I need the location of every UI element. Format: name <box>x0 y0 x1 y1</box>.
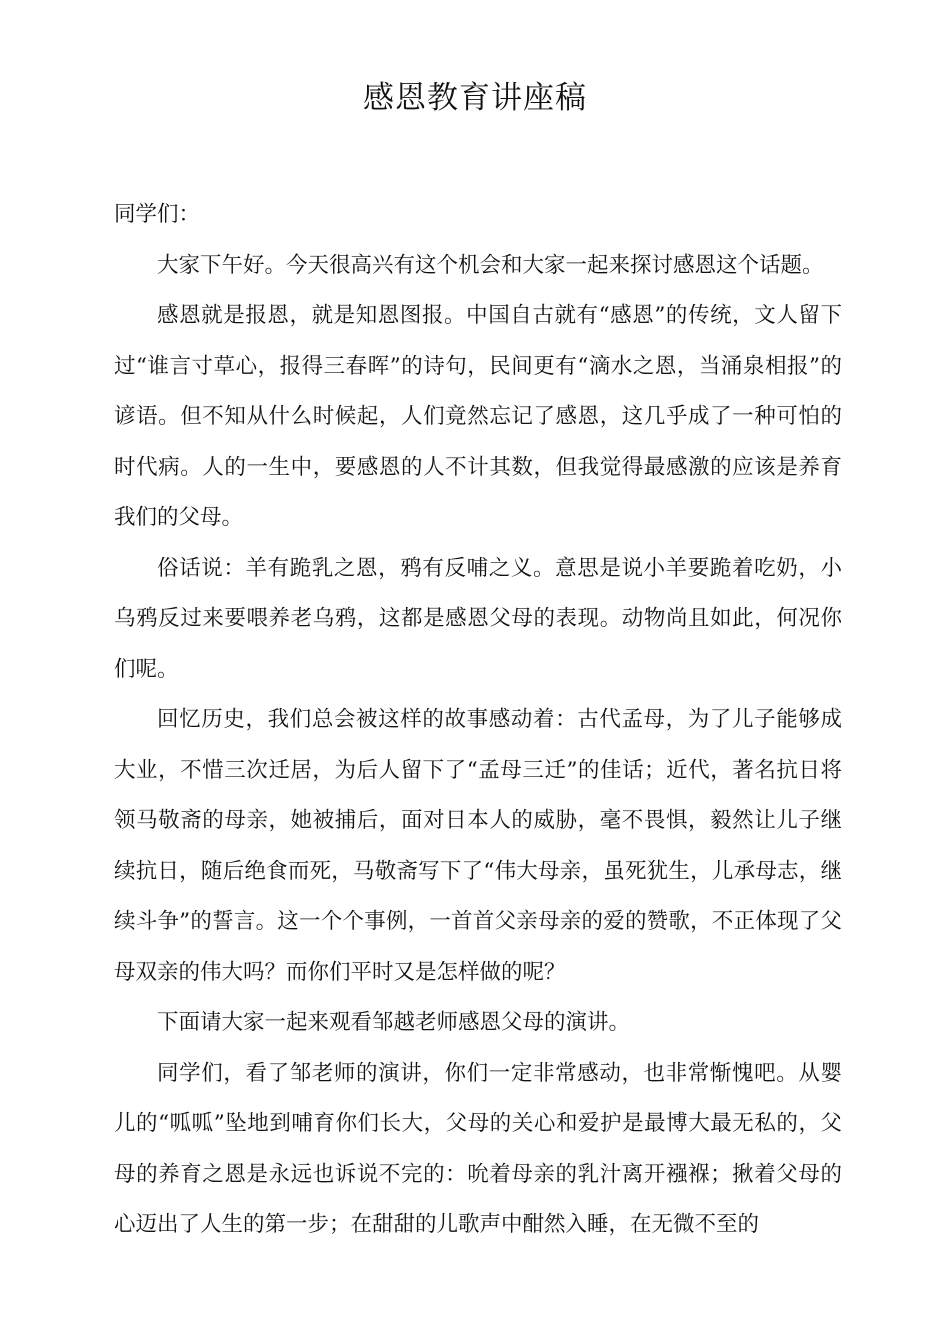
paragraph-proverb: 俗话说：羊有跪乳之恩，鸦有反哺之义。意思是说小羊要跪着吃奶，小乌鸦反过来要喂养老乌鸦，这都是感恩父母的表现。动物尚且如此，何况你们呢。 <box>114 555 842 682</box>
paragraph-reflection: 同学们，看了邹老师的演讲，你们一定非常感动，也非常惭愧吧。从婴儿的“呱呱”坠地到哺育你们长大，父母的关心和爱护是最博大最无私的，父母的养育之恩是永远也诉说不完的：吮着母亲的乳汁离开襁褓；揪着父母的心迈出了人生的第一步；在甜甜的儿歌声中酣然入睡，在无微不至的 <box>114 1060 842 1237</box>
document-title: 感恩教育讲座稿 <box>363 80 587 116</box>
paragraph-history: 回忆历史，我们总会被这样的故事感动着：古代孟母，为了儿子能够成大业，不惜三次迁居，为后人留下了“孟母三迁”的佳话；近代，著名抗日将领马敬斋的母亲，她被捕后，面对日本人的威胁，毫不畏惧，毅然让儿子继续抗日，随后绝食而死，马敬斋写下了“伟大母亲，虽死犹生，儿承母志，继续斗争”的誓言。这一个个事例，一首首父亲母亲的爱的赞歌，不正体现了父母双亲的伟大吗？而你们平时又是怎样做的呢？ <box>114 707 842 985</box>
paragraph-greeting: 大家下午好。今天很高兴有这个机会和大家一起来探讨感恩这个话题。 <box>157 252 824 278</box>
paragraph-video-intro: 下面请大家一起来观看邹越老师感恩父母的演讲。 <box>157 1010 631 1035</box>
document-body <box>114 190 842 1251</box>
paragraph-gratitude-definition: 感恩就是报恩，就是知恩图报。中国自古就有“感恩”的传统，文人留下过“谁言寸草心，报得三春晖”的诗句，民间更有“滴水之恩，当涌泉相报”的谚语。但不知从什么时候起，人们竟然忘记了感恩，这几乎成了一种可怕的时代病。人的一生中，要感恩的人不计其数，但我觉得最感激的应该是养育我们的父母。 <box>114 303 842 530</box>
salutation: 同学们： <box>114 202 201 227</box>
